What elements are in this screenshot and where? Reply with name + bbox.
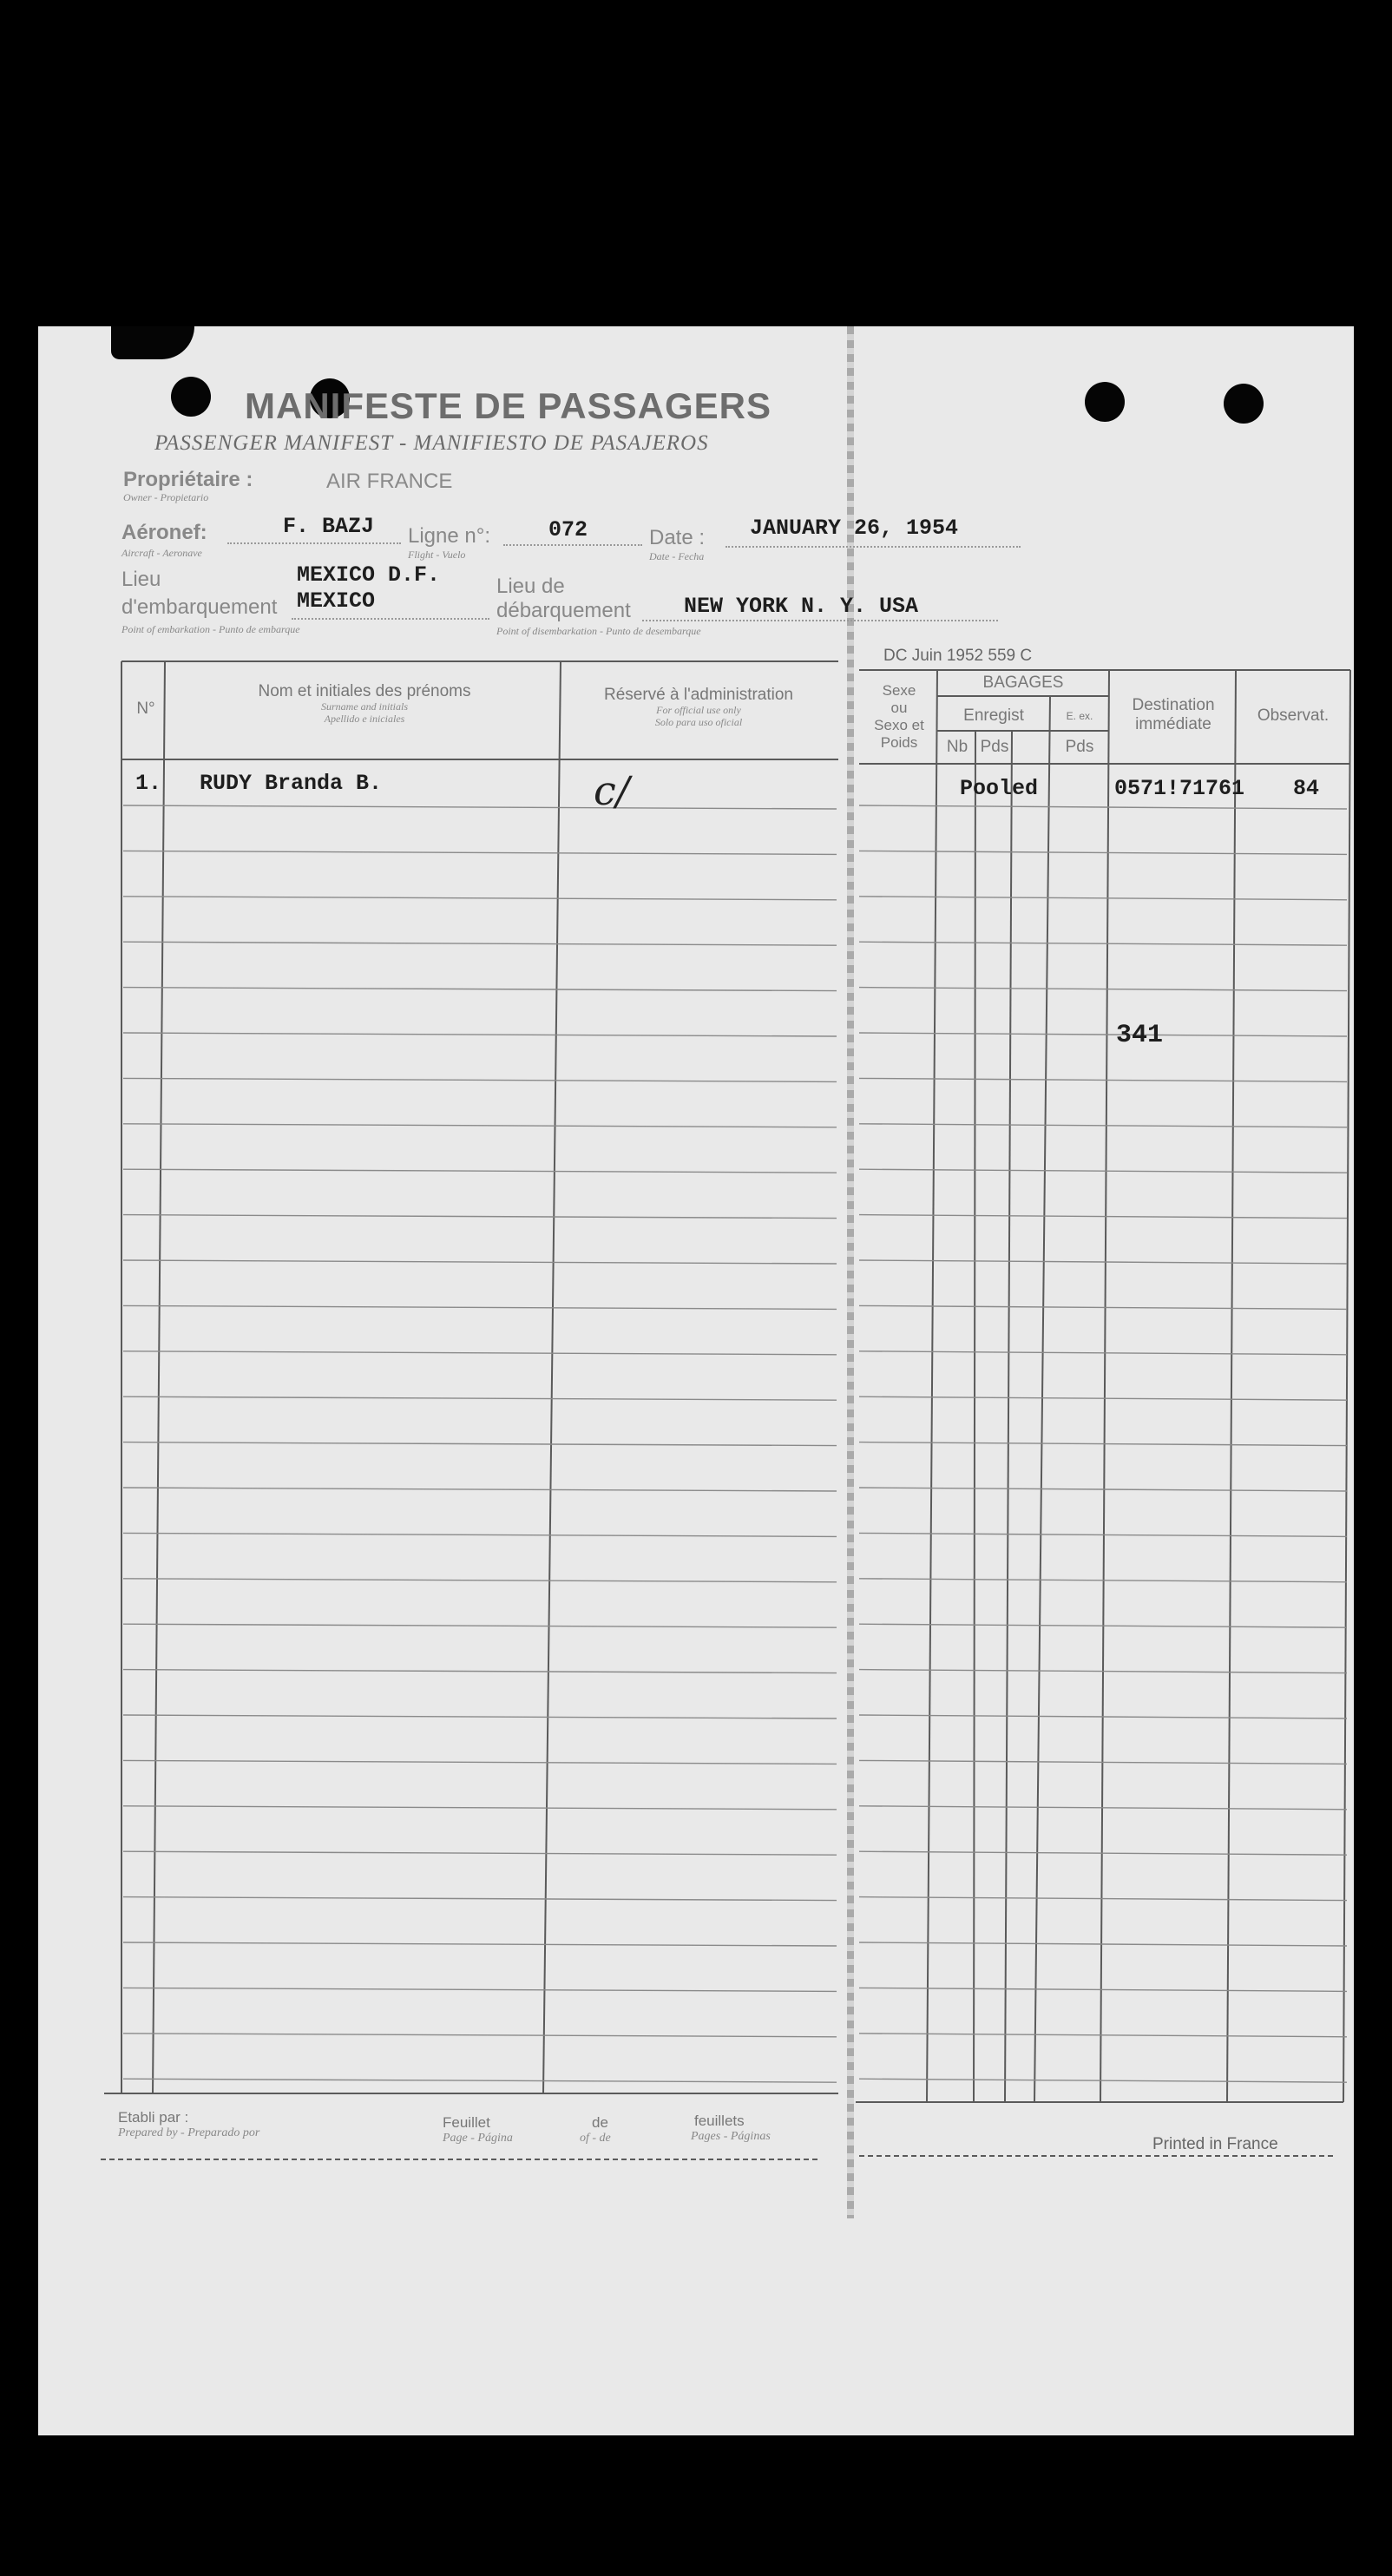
- ruled-row-line: [859, 851, 1347, 854]
- manifest-title: MANIFESTE DE PASSAGERS: [245, 385, 772, 426]
- manifest-subtitle: PASSENGER MANIFEST - MANIFIESTO DE PASAJEROS: [154, 431, 709, 455]
- header-pds-excess: Pds: [1065, 738, 1094, 756]
- ruled-row-line: [123, 1033, 837, 1036]
- flight-value: 072: [548, 517, 588, 542]
- ruled-row-line: [123, 1942, 837, 1946]
- header-sex-3: Sexo et: [874, 717, 924, 733]
- ruled-row-line: [123, 1488, 837, 1491]
- ruled-row-line: [859, 1215, 1347, 1219]
- disembarkation-label-2: débarquement: [496, 599, 631, 622]
- ruled-row-line: [859, 805, 1347, 809]
- ruled-row-line: [123, 1305, 837, 1309]
- ruled-row-line: [123, 1624, 837, 1627]
- prepared-label: Etabli par :: [118, 2109, 189, 2126]
- header-destination-1: Destination: [1132, 696, 1215, 714]
- ruled-row-line: [123, 1442, 837, 1446]
- header-nb: Nb: [946, 738, 968, 756]
- ruled-row-line: [123, 1806, 837, 1810]
- printed-in-france: Printed in France: [1152, 2135, 1278, 2153]
- ruled-row-line: [123, 1851, 837, 1855]
- header-name-sub2: Apellido e iniciales: [324, 713, 405, 725]
- header-official-sub1: For official use only: [656, 704, 741, 716]
- page-sublabel: Page - Página: [443, 2132, 513, 2145]
- aircraft-sublabel: Aircraft - Aeronave: [121, 547, 202, 559]
- embarkation-value-2: MEXICO: [297, 588, 376, 614]
- ruled-row-line: [123, 1715, 837, 1718]
- ruled-row-line: [859, 2079, 1347, 2082]
- ruled-row-line: [123, 1760, 837, 1764]
- ruled-row-line: [123, 1215, 837, 1219]
- ruled-row-line: [859, 942, 1347, 945]
- header-baggage: BAGAGES: [982, 674, 1064, 692]
- handwritten-note: 341: [1116, 1021, 1164, 1050]
- row-1-official-mark: c/: [594, 767, 630, 814]
- disembarkation-value: NEW YORK N. Y. USA: [684, 594, 919, 619]
- header-no: N°: [136, 700, 155, 718]
- embarkation-label-1: Lieu: [121, 568, 161, 591]
- ruled-row-line: [123, 1078, 837, 1081]
- ruled-row-line: [123, 805, 837, 809]
- header-sex-4: Poids: [880, 734, 918, 751]
- row-1-name: RUDY Branda B.: [200, 771, 383, 796]
- page-label: Feuillet: [443, 2114, 490, 2131]
- ruled-row-line: [123, 1396, 837, 1400]
- of-sublabel: of - de: [580, 2132, 611, 2145]
- owner-sublabel: Owner - Propietario: [123, 491, 209, 503]
- ruled-row-line: [123, 1351, 837, 1355]
- ruled-row-line: [123, 1579, 837, 1582]
- ruled-row-line: [859, 1488, 1347, 1491]
- header-name-sub1: Surname and initials: [320, 700, 408, 713]
- ruled-row-line: [123, 897, 837, 900]
- embarkation-label-2: d'embarquement: [121, 595, 278, 619]
- disembarkation-sublabel: Point of disembarkation - Punto de desembarque: [496, 625, 701, 637]
- ruled-row-line: [123, 1670, 837, 1673]
- ruled-row-line: [123, 1260, 837, 1264]
- row-1-remarks: 84: [1293, 776, 1320, 801]
- date-sublabel: Date - Fecha: [649, 550, 705, 562]
- aircraft-value: F. BAZJ: [283, 514, 375, 539]
- ruled-row-line: [859, 1897, 1347, 1901]
- header-sex-1: Sexe: [882, 682, 916, 699]
- ruled-row-line: [123, 2034, 837, 2037]
- date-value: JANUARY 26, 1954: [750, 516, 959, 541]
- ruled-row-line: [123, 942, 837, 945]
- ruled-row-line: [859, 1851, 1347, 1855]
- header-name: Nom et initiales des prénoms: [258, 682, 471, 700]
- ruled-row-line: [123, 1897, 837, 1901]
- form-code: DC Juin 1952 559 C: [883, 647, 1033, 665]
- of-label: de: [592, 2114, 608, 2131]
- ruled-row-line: [859, 1169, 1347, 1173]
- ruled-row-line: [859, 988, 1347, 991]
- ruled-row-line: [123, 851, 837, 854]
- row-1-destination: 0571!71761: [1114, 776, 1245, 801]
- ruled-row-line: [123, 1533, 837, 1536]
- header-official: Réservé à l'administration: [604, 686, 793, 704]
- ruled-row-line: [859, 1078, 1347, 1081]
- date-label: Date :: [649, 526, 706, 549]
- ruled-row-line: [859, 1942, 1347, 1946]
- pages-label: feuillets: [694, 2113, 745, 2129]
- aircraft-label: Aéronef:: [121, 521, 207, 544]
- header-remarks: Observat.: [1257, 706, 1330, 725]
- ruled-row-line: [123, 1988, 837, 1991]
- pages-sublabel: Pages - Páginas: [691, 2130, 771, 2143]
- ruled-row-line: [123, 1169, 837, 1173]
- header-destination-2: immédiate: [1135, 715, 1211, 733]
- owner-value: AIR FRANCE: [326, 470, 453, 493]
- header-registered: Enregist: [963, 706, 1024, 725]
- embarkation-value-1: MEXICO D.F.: [297, 562, 441, 588]
- ruled-row-line: [859, 1988, 1347, 1991]
- ruled-row-line: [859, 897, 1347, 900]
- prepared-sublabel: Prepared by - Preparado por: [118, 2126, 260, 2139]
- flight-sublabel: Flight - Vuelo: [408, 549, 466, 561]
- ruled-row-line: [859, 1124, 1347, 1127]
- row-1-baggage: Pooled: [960, 776, 1039, 801]
- embarkation-sublabel: Point of embarkation - Punto de embarque: [121, 623, 300, 635]
- ruled-row-line: [859, 1033, 1347, 1036]
- owner-label: Propriétaire :: [123, 468, 253, 491]
- header-official-sub2: Solo para uso oficial: [654, 716, 743, 728]
- ruled-row-line: [859, 2034, 1347, 2037]
- disembarkation-label-1: Lieu de: [496, 575, 565, 598]
- header-excess: E. ex.: [1066, 710, 1093, 722]
- header-pds: Pds: [980, 738, 1009, 756]
- header-sex-2: ou: [890, 700, 908, 716]
- ruled-row-line: [123, 2079, 837, 2082]
- ruled-row-line: [123, 988, 837, 991]
- flight-label: Ligne n°:: [408, 524, 491, 548]
- ruled-row-line: [123, 1124, 837, 1127]
- row-1-no: 1.: [135, 771, 162, 796]
